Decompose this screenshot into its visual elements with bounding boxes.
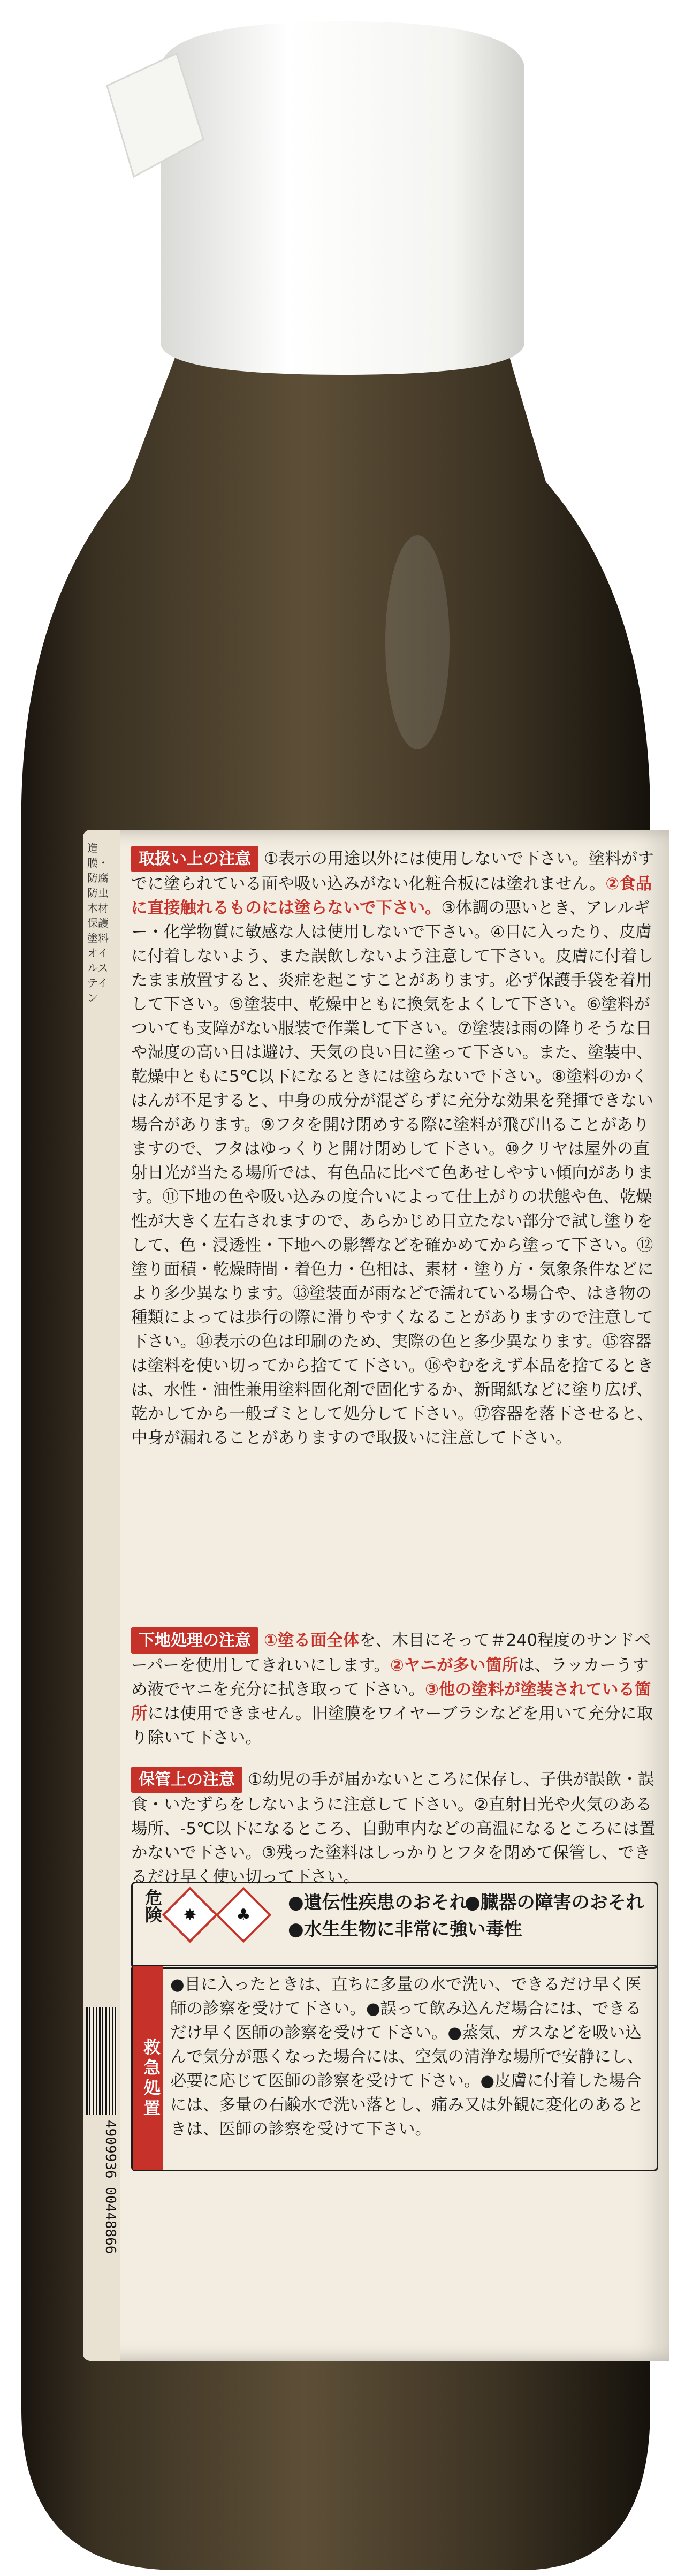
section-body: は、ラッカーうすめ液でヤニを充分に拭き取って下さい。 <box>131 1656 649 1699</box>
section-highlight: ①塗る面全体 <box>264 1631 360 1650</box>
hazard-item: ●遺伝性疾患のおそれ <box>288 1892 468 1913</box>
section-heading: 取扱い上の注意 <box>131 846 258 872</box>
section-body: ①幼児の手が届かないところに保存し、子供が誤飲・誤食・いたずらをしないように注意して下さい。②直射日光や火気のある場所、-5℃以下になるところ、自動車内などの高温になるところには置かないで下さい。③残った塗料はしっかりとフタを閉めて保管し、できるだけ早く使い切って下さい。 <box>131 1770 656 1886</box>
section-highlight: ②ヤニが多い箇所 <box>390 1656 519 1675</box>
section-highlight: ②食品に直接触れるものには塗らないで下さい。 <box>131 875 652 918</box>
environment-hazard-icon: ♣ <box>224 1895 263 1935</box>
hazard-item: ●水生生物に非常に強い毒性 <box>288 1919 522 1940</box>
barcode <box>86 2007 117 2115</box>
label-side-strip <box>83 830 120 2361</box>
storage-caution <box>131 1767 658 1889</box>
section-body: ①表示の用途以外には使用しないで下さい。塗料がすでに塗られている面や吸い込みがない化粧合板には塗れません。 <box>131 850 654 893</box>
hazard-item: ●臓器の障害のおそれ <box>465 1892 644 1913</box>
section-heading: 下地処理の注意 <box>131 1627 258 1654</box>
emergency-text: ●目に入ったときは、直ちに多量の水で洗い、できるだけ早く医師の診察を受けて下さい。●誤って飲み込んだ場合には、できるだけ早く医師の診察を受けて下さい。●蒸気、ガスなどを吸い込んで気分が悪くなった場合には、空気の清浄な場所で安静にし、必要に応じて医師の診察を受けて下さい。●皮膚に付着した場合には、多量の石鹸水で洗い落とし、痛み又は外観に変化のあるときは、医師の診察を受けて下さい。 <box>170 1975 644 2139</box>
hazard-label: 危険 <box>142 1889 163 1923</box>
hazard-box <box>131 1882 658 1969</box>
section-body: を、木目にそって＃240程度のサンドペーパーを使用してきれいにします。 <box>131 1631 651 1675</box>
handling-caution <box>131 846 658 1450</box>
bottle-highlight <box>385 535 450 749</box>
section-body: には使用できません。旧塗膜をワイヤーブラシなどを用いて充分に取り除いて下さい。 <box>131 1704 653 1747</box>
side-text: 造膜・防腐防虫 木材保護塗料 オイルステイン <box>87 842 109 1004</box>
product-label <box>83 830 669 2361</box>
section-body: ③体調の悪いとき、アレルギー・化学物質に敏感な人は使用しないで下さい。④目に入ったり、皮膚に付着しないよう、また誤飲しないよう注意して下さい。皮膚に付着したまま放置すると、炎症を起こすことがあります。必ず保護手袋を着用して下さい。⑤塗装中、乾燥中ともに換気をよくして下さい。⑥塗料がついても支障がない服装で作業して下さい。⑦塗装は雨の降りそうな日や湿度の高い日は避け、天気の良い日に塗って下さい。また、塗装中、乾燥中ともに5℃以下になるときには塗らないで下さい。⑧塗料のかくはんが不足すると、中身の成分が混ざらずに充分な効果を発揮できない場合があります。⑨フタを開け閉めする際に塗料が飛び出ることがありますので、フタはゆっくりと開け閉めして下さい。⑩クリヤは屋外の直射日光が当たる場所では、有色品に比べて色あせしやすい傾向があります。⑪下地の色や吸い込みの度合いによって仕上がりの状態や色、乾燥性が大きく左右されますので、あらかじめ目立たない部分で試し塗りをして、色・浸透性・下地への影響などを確かめてから塗って下さい。⑫塗り面積・乾燥時間・着色力・色相は、素材・塗り方・気象条件などにより多少異なります。⑬塗装面が雨などで濡れている場合や、はき物の種類によっては歩行の際に滑りやすくなることがありますので注意して下さい。⑭表示の色は印刷のため、実際の色と多少異なります。⑮容器は塗料を使い切ってから捨てて下さい。⑯やむをえず本品を捨てるときは、水性・油性兼用塗料固化剤で固化するか、新聞紙などに塗り広げ、乾かしてから一般ゴミとして処分して下さい。⑰容器を落下させると、中身が漏れることがありますので取扱いに注意して下さい。 <box>131 899 653 1448</box>
section-highlight: ③他の塗料が塗装されている箇所 <box>131 1680 651 1723</box>
emergency-box <box>131 1965 658 2171</box>
health-hazard-icon: ✸ <box>170 1895 210 1935</box>
section-heading: 保管上の注意 <box>131 1767 242 1793</box>
emergency-label: 救急処置 <box>133 1966 163 2170</box>
preparation-caution <box>131 1627 658 1750</box>
bottle-cap <box>161 21 524 375</box>
barcode-digits: 4909936 00448866 <box>102 2120 118 2254</box>
